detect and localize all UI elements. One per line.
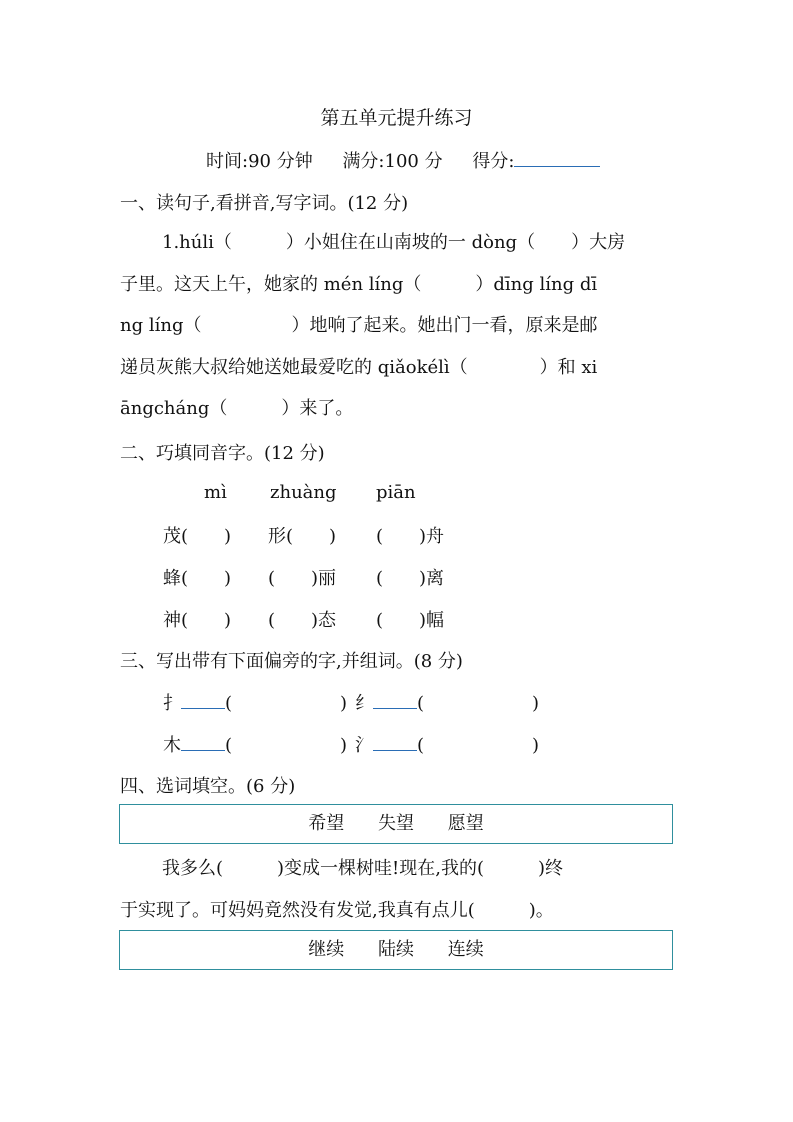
word-choice-box-1 xyxy=(119,804,673,844)
word-choice: 连续 xyxy=(447,939,484,960)
s2-cell[interactable]: 茂( ) xyxy=(163,526,232,547)
radical: 木 xyxy=(163,735,181,756)
s3-item xyxy=(163,731,347,757)
s1-line: āngcháng（ ）来了。 xyxy=(120,398,354,419)
section-1-text xyxy=(120,222,676,430)
time-limit: 时间:90 分钟 xyxy=(206,151,313,172)
word-choice: 失望 xyxy=(378,813,414,834)
word-choice: 愿望 xyxy=(447,813,484,834)
char-blank[interactable] xyxy=(181,690,225,709)
s3-item xyxy=(355,731,539,757)
word-paren[interactable]: ( ) xyxy=(225,735,348,756)
word-choice: 陆续 xyxy=(378,939,414,960)
s2-cell[interactable]: ( )幅 xyxy=(376,610,445,631)
s1-line: 1.húli（ ）小姐住在山南坡的一 dòng（ ）大房 xyxy=(162,232,626,253)
page-title: 第五单元提升练习 xyxy=(320,107,473,129)
s4-line: 于实现了。可妈妈竟然没有发觉,我真有点儿( )。 xyxy=(120,899,554,921)
word-paren[interactable]: ( ) xyxy=(417,693,540,714)
word-choice: 希望 xyxy=(308,813,345,834)
score-blank[interactable] xyxy=(514,146,600,167)
radical: 扌 xyxy=(163,693,181,714)
s2-cell[interactable]: 神( ) xyxy=(163,610,232,631)
s2-cell[interactable]: ( )离 xyxy=(376,568,445,589)
char-blank[interactable] xyxy=(373,690,417,709)
word-paren[interactable]: ( ) xyxy=(225,693,348,714)
section-3-heading: 三、写出带有下面偏旁的字,并组词。(8 分) xyxy=(120,651,463,672)
s2-cell[interactable]: ( )丽 xyxy=(268,568,337,589)
section-4-heading: 四、选词填空。(6 分) xyxy=(120,776,296,797)
radical: 纟 xyxy=(355,693,373,714)
s3-item xyxy=(163,689,347,715)
s2-pinyin: zhuàng xyxy=(270,482,337,503)
s1-line: 递员灰熊大叔给她送她最爱吃的 qiǎokélì（ ）和 xi xyxy=(120,356,598,378)
s1-line: ng líng（ ）地响了起来。她出门一看，原来是邮 xyxy=(120,315,598,336)
word-choice: 继续 xyxy=(308,939,345,960)
word-paren[interactable]: ( ) xyxy=(417,735,540,756)
score-label: 得分: xyxy=(472,151,515,172)
s2-cell[interactable]: 蜂( ) xyxy=(163,568,232,589)
s1-line: 子里。这天上午，她家的 mén líng（ ）dīng líng dī xyxy=(120,273,598,295)
char-blank[interactable] xyxy=(373,732,417,751)
section-2-heading: 二、巧填同音字。(12 分) xyxy=(120,443,325,464)
s2-pinyin: piān xyxy=(376,482,416,503)
s2-cell[interactable]: ( )舟 xyxy=(376,526,445,547)
s2-cell[interactable]: 形( ) xyxy=(268,526,337,547)
section-1-heading: 一、读句子,看拼音,写字词。(12 分) xyxy=(120,193,409,214)
s4-line: 我多么( )变成一棵树哇!现在,我的( )终 xyxy=(162,858,564,879)
s3-item xyxy=(355,689,539,715)
section-4-text xyxy=(120,848,676,931)
exam-meta xyxy=(206,146,600,173)
word-choice-box-2 xyxy=(119,930,673,970)
full-score: 满分:100 分 xyxy=(342,151,443,172)
s2-pinyin: mì xyxy=(204,482,227,503)
radical: 氵 xyxy=(355,735,373,756)
s2-cell[interactable]: ( )态 xyxy=(268,610,337,631)
char-blank[interactable] xyxy=(181,732,225,751)
